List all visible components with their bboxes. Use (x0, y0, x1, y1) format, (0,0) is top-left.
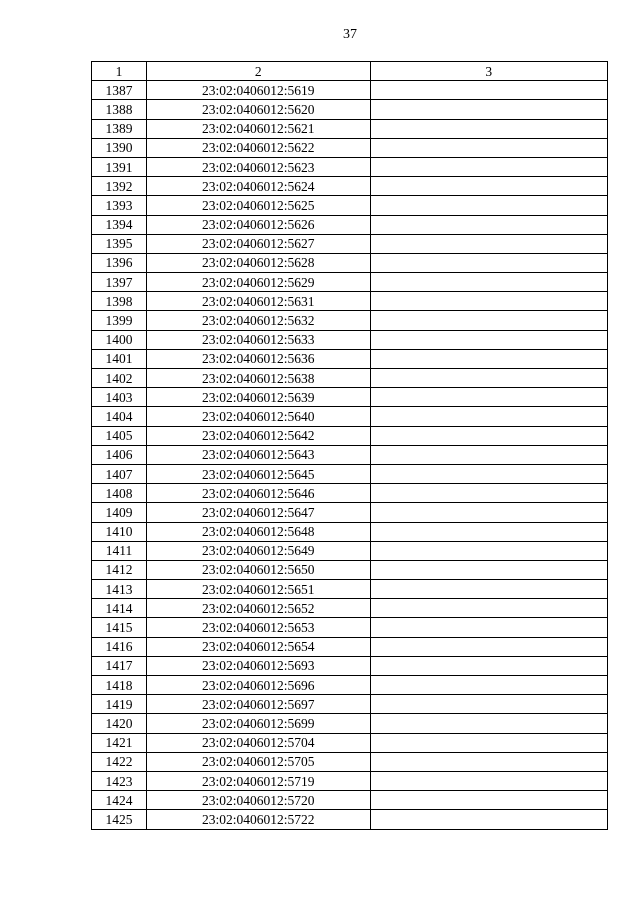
cadastral-number-cell: 23:02:0406012:5632 (147, 311, 370, 330)
cadastral-number-cell: 23:02:0406012:5626 (147, 215, 370, 234)
note-cell (370, 81, 607, 100)
cadastral-number-cell: 23:02:0406012:5652 (147, 599, 370, 618)
table-row (92, 560, 608, 579)
note-cell (370, 157, 607, 176)
row-number-cell: 1414 (92, 599, 147, 618)
cadastral-number-cell: 23:02:0406012:5640 (147, 407, 370, 426)
table-row (92, 407, 608, 426)
row-number-cell: 1408 (92, 484, 147, 503)
table-row (92, 81, 608, 100)
note-cell (370, 560, 607, 579)
note-cell (370, 292, 607, 311)
note-cell (370, 177, 607, 196)
note-cell (370, 733, 607, 752)
table-row (92, 388, 608, 407)
cadastral-number-cell: 23:02:0406012:5636 (147, 349, 370, 368)
note-cell (370, 388, 607, 407)
table-row (92, 484, 608, 503)
header-cell-1: 1 (92, 62, 147, 81)
cadastral-number-cell: 23:02:0406012:5631 (147, 292, 370, 311)
row-number-cell: 1395 (92, 234, 147, 253)
cadastral-number-cell: 23:02:0406012:5629 (147, 273, 370, 292)
cadastral-number-cell: 23:02:0406012:5627 (147, 234, 370, 253)
note-cell (370, 311, 607, 330)
row-number-cell: 1389 (92, 119, 147, 138)
row-number-cell: 1409 (92, 503, 147, 522)
table-row (92, 119, 608, 138)
table-row (92, 541, 608, 560)
cadastral-number-cell: 23:02:0406012:5720 (147, 791, 370, 810)
row-number-cell: 1390 (92, 138, 147, 157)
table-row (92, 464, 608, 483)
table-row (92, 752, 608, 771)
table-row (92, 177, 608, 196)
note-cell (370, 695, 607, 714)
note-cell (370, 369, 607, 388)
note-cell (370, 119, 607, 138)
cadastral-number-cell: 23:02:0406012:5628 (147, 253, 370, 272)
table-row (92, 330, 608, 349)
row-number-cell: 1420 (92, 714, 147, 733)
cadastral-number-cell: 23:02:0406012:5650 (147, 560, 370, 579)
table-row (92, 253, 608, 272)
note-cell (370, 676, 607, 695)
note-cell (370, 407, 607, 426)
cadastral-number-cell: 23:02:0406012:5649 (147, 541, 370, 560)
row-number-cell: 1422 (92, 752, 147, 771)
table-row (92, 503, 608, 522)
table-row (92, 791, 608, 810)
row-number-cell: 1401 (92, 349, 147, 368)
row-number-cell: 1387 (92, 81, 147, 100)
row-number-cell: 1393 (92, 196, 147, 215)
table-row (92, 100, 608, 119)
row-number-cell: 1423 (92, 771, 147, 790)
note-cell (370, 791, 607, 810)
table-row (92, 292, 608, 311)
cadastral-number-cell: 23:02:0406012:5624 (147, 177, 370, 196)
cadastral-number-cell: 23:02:0406012:5654 (147, 637, 370, 656)
note-cell (370, 714, 607, 733)
header-cell-2: 2 (147, 62, 370, 81)
note-cell (370, 349, 607, 368)
cadastral-number-cell: 23:02:0406012:5647 (147, 503, 370, 522)
row-number-cell: 1416 (92, 637, 147, 656)
row-number-cell: 1419 (92, 695, 147, 714)
note-cell (370, 637, 607, 656)
cadastral-number-cell: 23:02:0406012:5719 (147, 771, 370, 790)
note-cell (370, 196, 607, 215)
table-row (92, 656, 608, 675)
table-row (92, 445, 608, 464)
cadastral-number-cell: 23:02:0406012:5620 (147, 100, 370, 119)
cadastral-table (91, 61, 608, 830)
row-number-cell: 1388 (92, 100, 147, 119)
note-cell (370, 100, 607, 119)
note-cell (370, 426, 607, 445)
cadastral-number-cell: 23:02:0406012:5705 (147, 752, 370, 771)
row-number-cell: 1399 (92, 311, 147, 330)
cadastral-number-cell: 23:02:0406012:5651 (147, 580, 370, 599)
table-row (92, 157, 608, 176)
row-number-cell: 1412 (92, 560, 147, 579)
table-row (92, 196, 608, 215)
note-cell (370, 138, 607, 157)
table-row (92, 771, 608, 790)
row-number-cell: 1418 (92, 676, 147, 695)
row-number-cell: 1391 (92, 157, 147, 176)
table-row (92, 637, 608, 656)
note-cell (370, 273, 607, 292)
cadastral-number-cell: 23:02:0406012:5704 (147, 733, 370, 752)
cadastral-number-cell: 23:02:0406012:5638 (147, 369, 370, 388)
row-number-cell: 1424 (92, 791, 147, 810)
note-cell (370, 810, 607, 829)
header-row (92, 62, 608, 81)
row-number-cell: 1417 (92, 656, 147, 675)
table-row (92, 522, 608, 541)
cadastral-number-cell: 23:02:0406012:5639 (147, 388, 370, 407)
row-number-cell: 1397 (92, 273, 147, 292)
row-number-cell: 1421 (92, 733, 147, 752)
cadastral-number-cell: 23:02:0406012:5619 (147, 81, 370, 100)
row-number-cell: 1392 (92, 177, 147, 196)
cadastral-number-cell: 23:02:0406012:5642 (147, 426, 370, 445)
table-row (92, 599, 608, 618)
row-number-cell: 1402 (92, 369, 147, 388)
table-row (92, 676, 608, 695)
table-row (92, 714, 608, 733)
table-row (92, 138, 608, 157)
row-number-cell: 1406 (92, 445, 147, 464)
note-cell (370, 330, 607, 349)
cadastral-number-cell: 23:02:0406012:5697 (147, 695, 370, 714)
table-row (92, 733, 608, 752)
note-cell (370, 618, 607, 637)
cadastral-number-cell: 23:02:0406012:5646 (147, 484, 370, 503)
table-row (92, 580, 608, 599)
table-row (92, 234, 608, 253)
table-row (92, 695, 608, 714)
cadastral-number-cell: 23:02:0406012:5693 (147, 656, 370, 675)
table-row (92, 311, 608, 330)
page-number: 37 (343, 27, 357, 42)
table-row (92, 810, 608, 829)
cadastral-number-cell: 23:02:0406012:5633 (147, 330, 370, 349)
cadastral-number-cell: 23:02:0406012:5643 (147, 445, 370, 464)
note-cell (370, 599, 607, 618)
row-number-cell: 1403 (92, 388, 147, 407)
note-cell (370, 445, 607, 464)
row-number-cell: 1400 (92, 330, 147, 349)
row-number-cell: 1404 (92, 407, 147, 426)
note-cell (370, 253, 607, 272)
cadastral-number-cell: 23:02:0406012:5623 (147, 157, 370, 176)
row-number-cell: 1415 (92, 618, 147, 637)
note-cell (370, 580, 607, 599)
table-row (92, 349, 608, 368)
note-cell (370, 656, 607, 675)
row-number-cell: 1411 (92, 541, 147, 560)
cadastral-number-cell: 23:02:0406012:5622 (147, 138, 370, 157)
cadastral-number-cell: 23:02:0406012:5696 (147, 676, 370, 695)
cadastral-number-cell: 23:02:0406012:5653 (147, 618, 370, 637)
row-number-cell: 1405 (92, 426, 147, 445)
note-cell (370, 771, 607, 790)
row-number-cell: 1425 (92, 810, 147, 829)
note-cell (370, 541, 607, 560)
note-cell (370, 522, 607, 541)
row-number-cell: 1413 (92, 580, 147, 599)
row-number-cell: 1410 (92, 522, 147, 541)
table-row (92, 215, 608, 234)
row-number-cell: 1396 (92, 253, 147, 272)
cadastral-number-cell: 23:02:0406012:5621 (147, 119, 370, 138)
note-cell (370, 484, 607, 503)
cadastral-number-cell: 23:02:0406012:5625 (147, 196, 370, 215)
cadastral-number-cell: 23:02:0406012:5722 (147, 810, 370, 829)
table-body (92, 62, 608, 830)
note-cell (370, 752, 607, 771)
row-number-cell: 1394 (92, 215, 147, 234)
table-row (92, 426, 608, 445)
note-cell (370, 503, 607, 522)
cadastral-number-cell: 23:02:0406012:5699 (147, 714, 370, 733)
row-number-cell: 1407 (92, 464, 147, 483)
cadastral-number-cell: 23:02:0406012:5648 (147, 522, 370, 541)
cadastral-number-cell: 23:02:0406012:5645 (147, 464, 370, 483)
row-number-cell: 1398 (92, 292, 147, 311)
note-cell (370, 234, 607, 253)
table-row (92, 273, 608, 292)
note-cell (370, 464, 607, 483)
header-cell-3: 3 (370, 62, 607, 81)
table-row (92, 369, 608, 388)
note-cell (370, 215, 607, 234)
table-row (92, 618, 608, 637)
